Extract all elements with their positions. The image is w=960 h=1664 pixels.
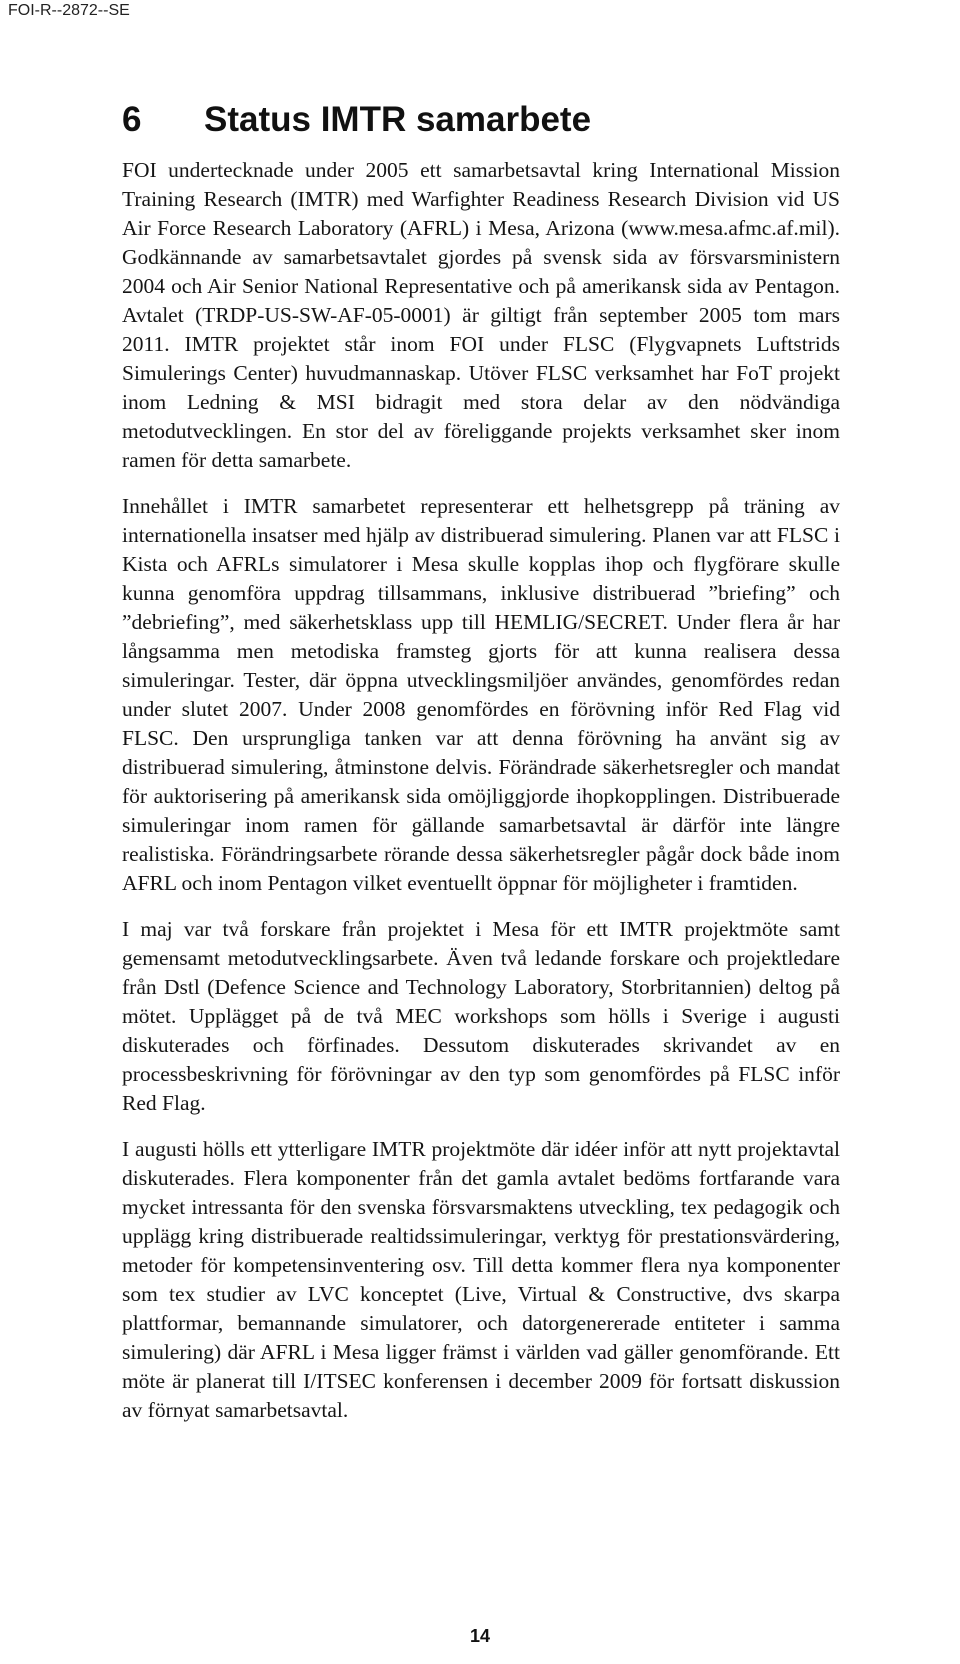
document-id: FOI-R--2872--SE <box>8 2 130 19</box>
body-text <box>122 156 840 1442</box>
paragraph: I augusti hölls ett ytterligare IMTR projektmöte där idéer inför att nytt projektavtal diskuterades. Flera komponenter från det gamla avtalet bedöms fortfarande vara mycket intressanta för den svenska försvarsmaktens utveckling, tex pedagogik och upplägg kring distribuerade realtidssimuleringar, verktyg för prestationsvärdering, metoder för kompetensinventering osv. Till detta kommer flera nya komponenter som tex studier av LVC konceptet (Live, Virtual & Constructive, dvs skarpa plattformar, bemannande simulatorer, och datorgenererade entiteter i samma simulering) där AFRL i Mesa ligger främst i världen vad gäller genomförande. Ett möte är planerat till I/ITSEC konferensen i december 2009 för fortsatt diskussion av förnyat samarbetsavtal. <box>122 1137 840 1422</box>
paragraph: I maj var två forskare från projektet i Mesa för ett IMTR projektmöte samt gemensamt metodutvecklingsarbete. Även två ledande forskare och projektledare från Dstl (Defence Science and Technology Laboratory, Storbritannien) deltog på mötet. Upplägget på de två MEC workshops som hölls i Sverige i augusti diskuterades och förfinades. Dessutom diskuterades skrivandet av en processbeskrivning för förövningar av den typ som genomfördes på FLSC inför Red Flag. <box>122 917 840 1115</box>
section-title: Status IMTR samarbete <box>204 100 592 139</box>
section-number: 6 <box>122 100 142 139</box>
page-number: 14 <box>469 1626 491 1646</box>
paragraph: Innehållet i IMTR samarbetet representerar ett helhetsgrepp på träning av internationella insatser med hjälp av distribuerad simulering. Planen var att FLSC i Kista och AFRLs simulatorer i Mesa skulle kopplas ihop och flygförare skulle kunna genomföra uppdrag tillsammans, inklusive distribuerad ”briefing” och ”debriefing”, med säkerhetsklass upp till HEMLIG/SECRET. Under flera år har långsamma men metodiska framsteg gjorts för att kunna realisera dessa simuleringar. Tester, där öppna utvecklingsmiljöer användes, genomfördes redan under slutet 2007. Under 2008 genomfördes en förövning inför Red Flag vid FLSC. Den ursprungliga tanken var att denna förövning ha använt sig av distribuerad simulering, åtminstone delvis. Förändrade säkerhetsregler och mandat för auktorisering på amerikansk sida omöjliggjorde ihopkopplingen. Distribuerade simuleringar inom ramen för gällande samarbetsavtal är därför inte längre realistiska. Förändringsarbete rörande dessa säkerhetsregler pågår dock både inom AFRL och inom Pentagon vilket eventuellt öppnar för möjligheter i framtiden. <box>122 494 840 895</box>
section-heading <box>122 98 591 142</box>
paragraph: FOI undertecknade under 2005 ett samarbetsavtal kring International Mission Training Research (IMTR) med Warfighter Readiness Research Division vid US Air Force Research Laboratory (AFRL) i Mesa, Arizona (www.mesa.afmc.af.mil). Godkännande av samarbetsavtalet gjordes på svensk sida av försvarsministern 2004 och Air Senior National Representative och på amerikansk sida av Pentagon. Avtalet (TRDP-US-SW-AF-05-0001) är giltigt från september 2005 tom mars 2011. IMTR projektet står inom FOI under FLSC (Flygvapnets Luftstrids Simulerings Center) huvudmannaskap. Utöver FLSC verksamhet har FoT projekt inom Ledning & MSI bidragit med stora delar av den nödvändiga metodutvecklingen. En stor del av föreliggande projekts verksamhet sker inom ramen för detta samarbete. <box>122 158 840 472</box>
